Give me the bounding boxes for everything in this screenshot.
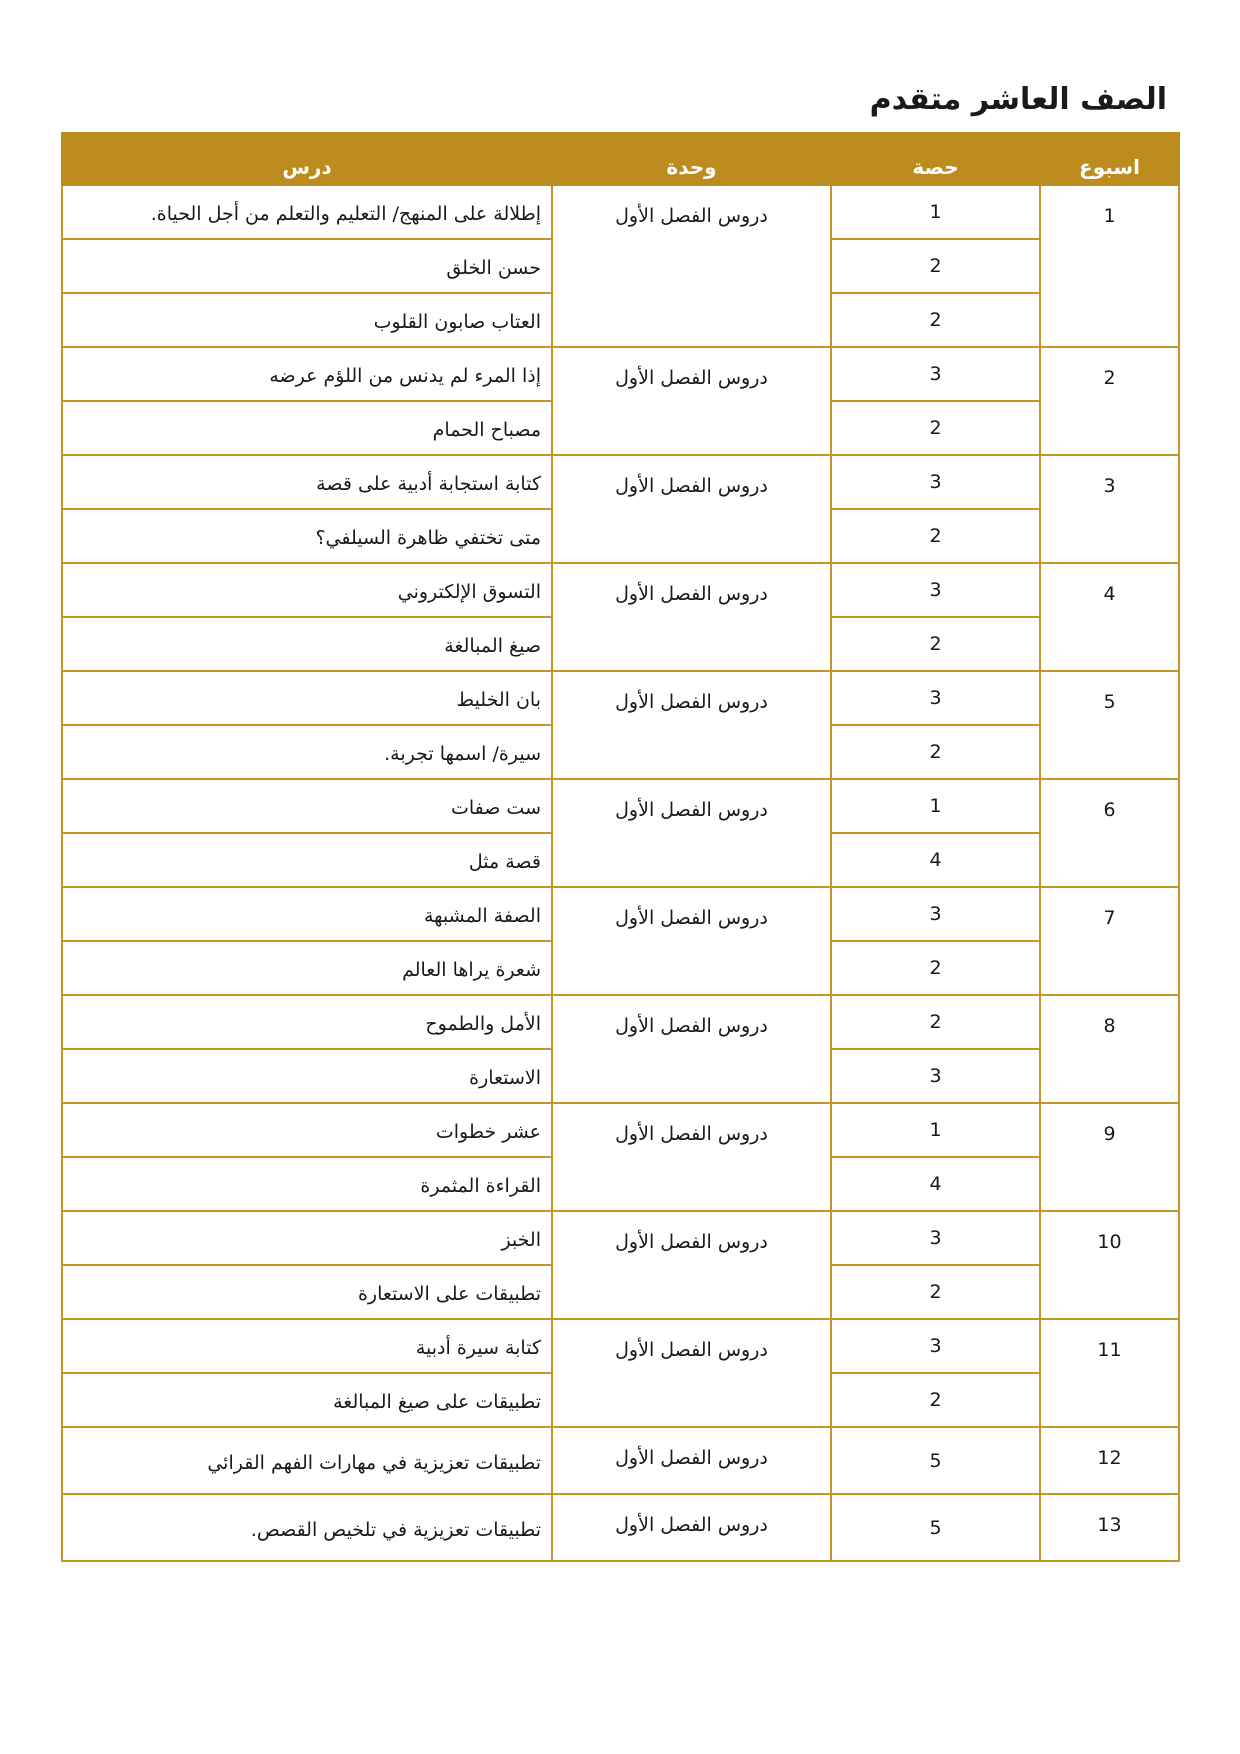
table-row [62, 1103, 1179, 1157]
lesson-name: الأمل والطموح [62, 995, 552, 1049]
table-row [62, 347, 1179, 401]
lesson-name: عشر خطوات [62, 1103, 552, 1157]
lesson-name: تطبيقات تعزيزية في تلخيص القصص. [62, 1494, 552, 1561]
table-row [62, 455, 1179, 509]
period-count: 4 [831, 833, 1040, 887]
unit-name: دروس الفصل الأول [552, 887, 831, 995]
week-number: 7 [1040, 887, 1179, 995]
period-count: 1 [831, 1103, 1040, 1157]
table-row [62, 185, 1179, 239]
page-title: الصف العاشر متقدم [869, 82, 1167, 117]
period-count: 1 [831, 185, 1040, 239]
table-row [62, 1427, 1179, 1494]
period-count: 5 [831, 1427, 1040, 1494]
period-count: 2 [831, 1265, 1040, 1319]
lesson-name: الاستعارة [62, 1049, 552, 1103]
table-row [62, 1319, 1179, 1373]
period-count: 3 [831, 563, 1040, 617]
period-count: 1 [831, 779, 1040, 833]
unit-name: دروس الفصل الأول [552, 1103, 831, 1211]
schedule-table [61, 132, 1180, 1562]
unit-name: دروس الفصل الأول [552, 347, 831, 455]
lesson-name: التسوق الإلكتروني [62, 563, 552, 617]
period-count: 4 [831, 1157, 1040, 1211]
period-count: 3 [831, 1211, 1040, 1265]
unit-name: دروس الفصل الأول [552, 1211, 831, 1319]
week-number: 10 [1040, 1211, 1179, 1319]
week-number: 8 [1040, 995, 1179, 1103]
week-number: 13 [1040, 1494, 1179, 1561]
lesson-name: تطبيقات على صيغ المبالغة [62, 1373, 552, 1427]
period-count: 3 [831, 347, 1040, 401]
lesson-name: سيرة/ اسمها تجربة. [62, 725, 552, 779]
week-number: 2 [1040, 347, 1179, 455]
table-row [62, 995, 1179, 1049]
period-count: 2 [831, 995, 1040, 1049]
week-number: 1 [1040, 185, 1179, 347]
lesson-name: كتابة سيرة أدبية [62, 1319, 552, 1373]
table-row [62, 779, 1179, 833]
table-row [62, 671, 1179, 725]
lesson-name: كتابة استجابة أدبية على قصة [62, 455, 552, 509]
period-count: 3 [831, 455, 1040, 509]
table-row [62, 1494, 1179, 1561]
week-number: 4 [1040, 563, 1179, 671]
lesson-name: قصة مثل [62, 833, 552, 887]
period-count: 2 [831, 941, 1040, 995]
unit-name: دروس الفصل الأول [552, 671, 831, 779]
period-count: 2 [831, 725, 1040, 779]
unit-name: دروس الفصل الأول [552, 455, 831, 563]
unit-name: دروس الفصل الأول [552, 779, 831, 887]
period-count: 2 [831, 293, 1040, 347]
period-count: 2 [831, 1373, 1040, 1427]
period-count: 2 [831, 617, 1040, 671]
unit-name: دروس الفصل الأول [552, 1319, 831, 1427]
lesson-name: حسن الخلق [62, 239, 552, 293]
period-count: 2 [831, 401, 1040, 455]
unit-name: دروس الفصل الأول [552, 1494, 831, 1561]
header-lesson: درس [62, 133, 552, 185]
unit-name: دروس الفصل الأول [552, 1427, 831, 1494]
week-number: 12 [1040, 1427, 1179, 1494]
lesson-name: إطلالة على المنهج/ التعليم والتعلم من أجل الحياة. [62, 185, 552, 239]
lesson-name: بان الخليط [62, 671, 552, 725]
period-count: 2 [831, 239, 1040, 293]
table-row [62, 887, 1179, 941]
unit-name: دروس الفصل الأول [552, 185, 831, 347]
lesson-name: شعرة يراها العالم [62, 941, 552, 995]
lesson-name: متى تختفي ظاهرة السيلفي؟ [62, 509, 552, 563]
header-week: اسبوع [1040, 133, 1179, 185]
period-count: 2 [831, 509, 1040, 563]
week-number: 3 [1040, 455, 1179, 563]
week-number: 9 [1040, 1103, 1179, 1211]
week-number: 6 [1040, 779, 1179, 887]
table-row [62, 563, 1179, 617]
lesson-name: إذا المرء لم يدنس من اللؤم عرضه [62, 347, 552, 401]
lesson-name: الصفة المشبهة [62, 887, 552, 941]
period-count: 3 [831, 1049, 1040, 1103]
period-count: 3 [831, 1319, 1040, 1373]
header-period: حصة [831, 133, 1040, 185]
period-count: 5 [831, 1494, 1040, 1561]
table-header-row [62, 133, 1179, 185]
period-count: 3 [831, 671, 1040, 725]
unit-name: دروس الفصل الأول [552, 563, 831, 671]
lesson-name: تطبيقات تعزيزية في مهارات الفهم القرائي [62, 1427, 552, 1494]
week-number: 11 [1040, 1319, 1179, 1427]
week-number: 5 [1040, 671, 1179, 779]
period-count: 3 [831, 887, 1040, 941]
lesson-name: القراءة المثمرة [62, 1157, 552, 1211]
lesson-name: صيغ المبالغة [62, 617, 552, 671]
lesson-name: تطبيقات على الاستعارة [62, 1265, 552, 1319]
lesson-name: الخبز [62, 1211, 552, 1265]
table-row [62, 1211, 1179, 1265]
lesson-name: ست صفات [62, 779, 552, 833]
header-unit: وحدة [552, 133, 831, 185]
lesson-name: مصباح الحمام [62, 401, 552, 455]
unit-name: دروس الفصل الأول [552, 995, 831, 1103]
lesson-name: العتاب صابون القلوب [62, 293, 552, 347]
